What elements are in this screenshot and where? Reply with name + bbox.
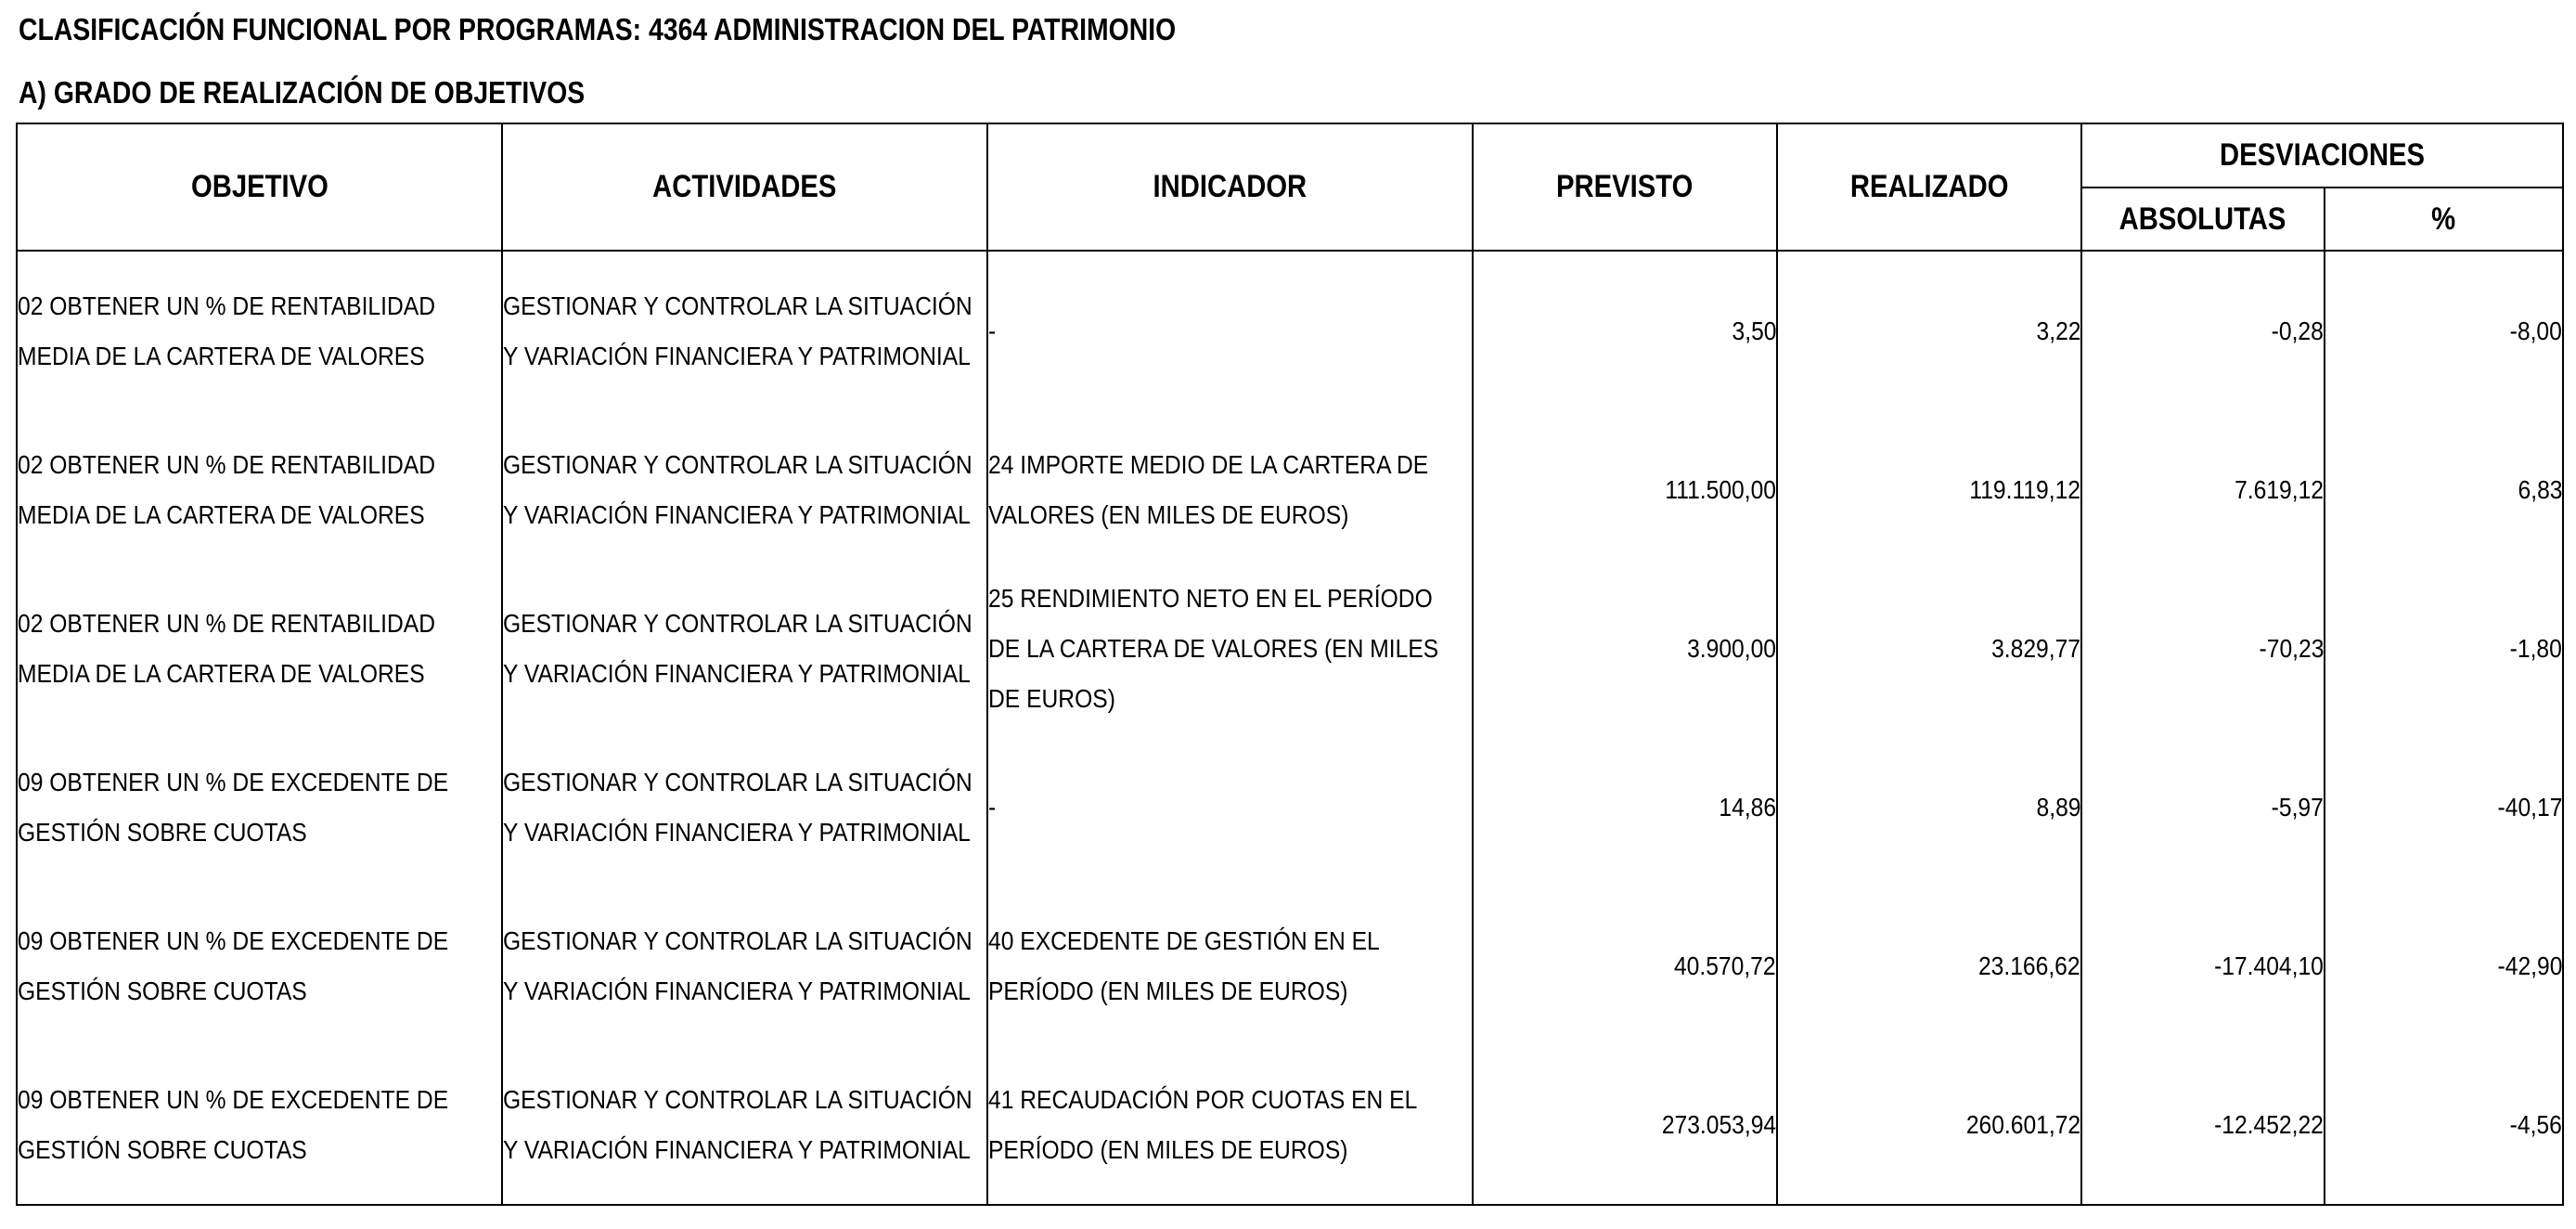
cell-indicador: - (987, 251, 1473, 410)
cell-absolutas: -0,28 (2081, 251, 2325, 410)
cell-actividades: GESTIONAR Y CONTROLAR LA SITUACIÓN Y VARIACIÓN FINANCIERA Y PATRIMONIAL (502, 569, 987, 728)
cell-actividades: GESTIONAR Y CONTROLAR LA SITUACIÓN Y VARIACIÓN FINANCIERA Y PATRIMONIAL (502, 410, 987, 569)
cell-objetivo: 02 OBTENER UN % DE RENTABILIDAD MEDIA DE LA CARTERA DE VALORES (17, 251, 502, 410)
cell-porcentaje: -40,17 (2325, 728, 2563, 886)
cell-absolutas: 7.619,12 (2081, 410, 2325, 569)
cell-realizado: 23.166,62 (1777, 886, 2081, 1045)
cell-realizado: 260.601,72 (1777, 1045, 2081, 1205)
cell-objetivo: 09 OBTENER UN % DE EXCEDENTE DE GESTIÓN SOBRE CUOTAS (17, 1045, 502, 1205)
cell-objetivo: 02 OBTENER UN % DE RENTABILIDAD MEDIA DE LA CARTERA DE VALORES (17, 569, 502, 728)
cell-objetivo: 09 OBTENER UN % DE EXCEDENTE DE GESTIÓN SOBRE CUOTAS (17, 886, 502, 1045)
table-header (17, 123, 2563, 251)
cell-previsto: 40.570,72 (1473, 886, 1777, 1045)
cell-previsto: 14,86 (1473, 728, 1777, 886)
section-title: A) GRADO DE REALIZACIÓN DE OBJETIVOS (19, 75, 586, 110)
table-row (17, 886, 2563, 1045)
cell-realizado: 8,89 (1777, 728, 2081, 886)
cell-absolutas: -12.452,22 (2081, 1045, 2325, 1205)
cell-previsto: 3,50 (1473, 251, 1777, 410)
column-header-actividades: ACTIVIDADES (502, 123, 987, 251)
table-row (17, 251, 2563, 410)
table-row (17, 569, 2563, 728)
cell-objetivo: 09 OBTENER UN % DE EXCEDENTE DE GESTIÓN SOBRE CUOTAS (17, 728, 502, 886)
cell-actividades: GESTIONAR Y CONTROLAR LA SITUACIÓN Y VARIACIÓN FINANCIERA Y PATRIMONIAL (502, 886, 987, 1045)
cell-indicador: 40 EXCEDENTE DE GESTIÓN EN EL PERÍODO (EN MILES DE EUROS) (987, 886, 1473, 1045)
table-body (17, 251, 2563, 1205)
cell-porcentaje: -8,00 (2325, 251, 2563, 410)
page-title: CLASIFICACIÓN FUNCIONAL POR PROGRAMAS: 4364 ADMINISTRACION DEL PATRIMONIO (19, 12, 1177, 46)
table-row (17, 728, 2563, 886)
cell-realizado: 119.119,12 (1777, 410, 2081, 569)
cell-porcentaje: -4,56 (2325, 1045, 2563, 1205)
table-row (17, 1045, 2563, 1205)
cell-realizado: 3.829,77 (1777, 569, 2081, 728)
cell-porcentaje: 6,83 (2325, 410, 2563, 569)
cell-absolutas: -17.404,10 (2081, 886, 2325, 1045)
cell-absolutas: -70,23 (2081, 569, 2325, 728)
cell-indicador: 41 RECAUDACIÓN POR CUOTAS EN EL PERÍODO (EN MILES DE EUROS) (987, 1045, 1473, 1205)
cell-indicador: 25 RENDIMIENTO NETO EN EL PERÍODO DE LA CARTERA DE VALORES (EN MILES DE EUROS) (987, 569, 1473, 728)
cell-actividades: GESTIONAR Y CONTROLAR LA SITUACIÓN Y VARIACIÓN FINANCIERA Y PATRIMONIAL (502, 1045, 987, 1205)
cell-porcentaje: -42,90 (2325, 886, 2563, 1045)
cell-actividades: GESTIONAR Y CONTROLAR LA SITUACIÓN Y VARIACIÓN FINANCIERA Y PATRIMONIAL (502, 728, 987, 886)
cell-indicador: - (987, 728, 1473, 886)
cell-actividades: GESTIONAR Y CONTROLAR LA SITUACIÓN Y VARIACIÓN FINANCIERA Y PATRIMONIAL (502, 251, 987, 410)
column-group-desviaciones: DESVIACIONES (2081, 123, 2563, 188)
cell-previsto: 273.053,94 (1473, 1045, 1777, 1205)
column-header-realizado: REALIZADO (1777, 123, 2081, 251)
cell-absolutas: -5,97 (2081, 728, 2325, 886)
table-row (17, 410, 2563, 569)
column-header-previsto: PREVISTO (1473, 123, 1777, 251)
column-header-objetivo: OBJETIVO (17, 123, 502, 251)
cell-realizado: 3,22 (1777, 251, 2081, 410)
column-header-absolutas: ABSOLUTAS (2081, 188, 2325, 251)
objectives-table (16, 123, 2564, 1206)
column-header-porcentaje: % (2325, 188, 2563, 251)
cell-objetivo: 02 OBTENER UN % DE RENTABILIDAD MEDIA DE LA CARTERA DE VALORES (17, 410, 502, 569)
cell-indicador: 24 IMPORTE MEDIO DE LA CARTERA DE VALORES (EN MILES DE EUROS) (987, 410, 1473, 569)
cell-previsto: 3.900,00 (1473, 569, 1777, 728)
column-header-indicador: INDICADOR (987, 123, 1473, 251)
cell-previsto: 111.500,00 (1473, 410, 1777, 569)
cell-porcentaje: -1,80 (2325, 569, 2563, 728)
